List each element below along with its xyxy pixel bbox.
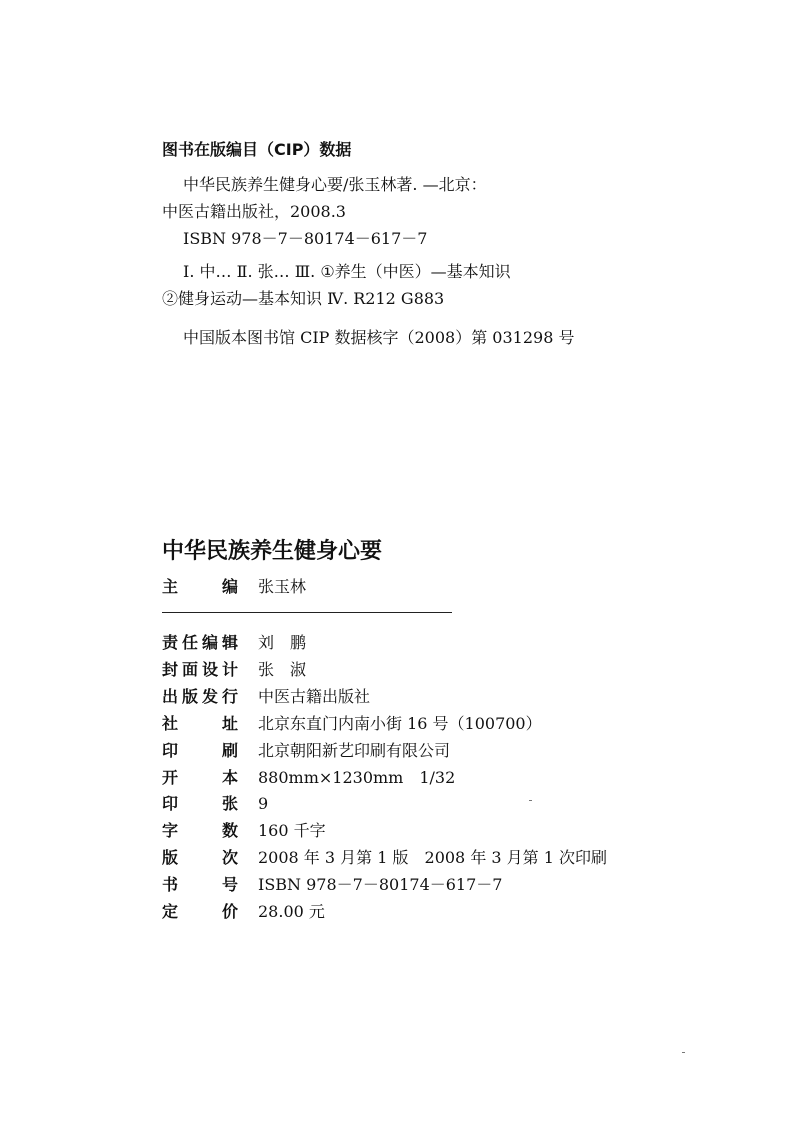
- colophon-row: [162, 794, 268, 814]
- colophon-label: [162, 794, 238, 814]
- cip-line: 中华民族养生健身心要/张玉林著. —北京：: [183, 175, 487, 194]
- colophon-row: [162, 902, 325, 922]
- colophon-row: [162, 714, 542, 734]
- colophon-value: ISBN 978－7－80174－617－7: [258, 875, 503, 895]
- colophon-label: [162, 687, 238, 707]
- colophon-label: [162, 633, 238, 653]
- label-char: 印: [162, 740, 179, 760]
- label-char: 号: [221, 875, 238, 895]
- colophon-value: 2008 年 3 月第 1 版 2008 年 3 月第 1 次印刷: [258, 848, 608, 868]
- colophon-label: [162, 848, 238, 868]
- divider: [162, 612, 452, 613]
- editor-value: 张玉林: [258, 577, 307, 596]
- colophon-value: 北京朝阳新艺印刷有限公司: [258, 740, 451, 760]
- label-char: 面: [181, 659, 198, 679]
- label-char: 版: [181, 686, 198, 706]
- label-char: 刷: [221, 740, 238, 760]
- label-char: 数: [221, 821, 238, 841]
- label-char: 出: [162, 686, 179, 706]
- colophon-value: 28.00 元: [258, 902, 325, 921]
- label-char: 开: [162, 767, 179, 787]
- colophon-row: [162, 821, 326, 841]
- label-char: 封: [162, 659, 179, 679]
- label-char: 张: [221, 794, 238, 814]
- label-char: 任: [181, 633, 198, 652]
- label-char: 字: [162, 821, 179, 841]
- colophon-row: [162, 741, 450, 761]
- label-char: 设: [201, 659, 218, 679]
- colophon-value: 北京东直门内南小街 16 号（100700）: [258, 713, 542, 733]
- label-char: 辑: [221, 633, 238, 652]
- colophon-value: 9: [258, 794, 269, 814]
- colophon-row: [162, 875, 502, 895]
- cip-line: ISBN 978－7－80174－617－7: [183, 229, 428, 248]
- cip-line: ②健身运动—基本知识 Ⅳ. R212 G883: [162, 289, 445, 308]
- label-char: 书: [162, 875, 179, 895]
- label-char: 价: [221, 902, 238, 921]
- cip-line: Ⅰ. 中… Ⅱ. 张… Ⅲ. ①养生（中医）—基本知识: [183, 262, 511, 281]
- label-char: 行: [221, 686, 238, 706]
- colophon-label: [162, 768, 238, 788]
- label-char: 编: [221, 577, 238, 596]
- label-char: 定: [162, 902, 179, 921]
- cip-line: 中医古籍出版社，2008.3: [162, 202, 346, 221]
- colophon-row: [162, 848, 607, 868]
- colophon-row: [162, 660, 306, 680]
- label-char: 次: [221, 848, 238, 868]
- colophon-value: 张 淑: [258, 659, 307, 679]
- label-char: 责: [162, 633, 179, 652]
- colophon-label: [162, 821, 238, 841]
- colophon-value: 刘 鹏: [258, 633, 307, 652]
- editor-label: [162, 577, 238, 597]
- editor-row: [162, 577, 306, 597]
- speck: [682, 1052, 685, 1053]
- label-char: 版: [162, 848, 179, 868]
- label-char: 址: [221, 713, 238, 733]
- label-char: 主: [162, 577, 179, 596]
- colophon-row: [162, 633, 306, 653]
- colophon-row: [162, 768, 455, 788]
- colophon-value: 中医古籍出版社: [258, 686, 371, 706]
- colophon-label: [162, 741, 238, 761]
- book-title: 中华民族养生健身心要: [162, 539, 383, 564]
- colophon-row: [162, 687, 370, 707]
- colophon-value: 880mm×1230mm 1/32: [258, 767, 456, 787]
- label-char: 社: [162, 713, 179, 733]
- colophon-label: [162, 902, 238, 922]
- colophon-label: [162, 875, 238, 895]
- label-char: 印: [162, 794, 179, 814]
- label-char: 发: [201, 686, 218, 706]
- colophon-label: [162, 714, 238, 734]
- cip-line: 中国版本图书馆 CIP 数据核字（2008）第 031298 号: [183, 328, 575, 347]
- colophon-label: [162, 660, 238, 680]
- label-char: 计: [221, 659, 238, 679]
- label-char: 编: [201, 633, 218, 652]
- colophon-value: 160 千字: [258, 821, 326, 841]
- speck: [529, 800, 532, 801]
- cip-heading: 图书在版编目（CIP）数据: [162, 140, 352, 159]
- label-char: 本: [221, 767, 238, 787]
